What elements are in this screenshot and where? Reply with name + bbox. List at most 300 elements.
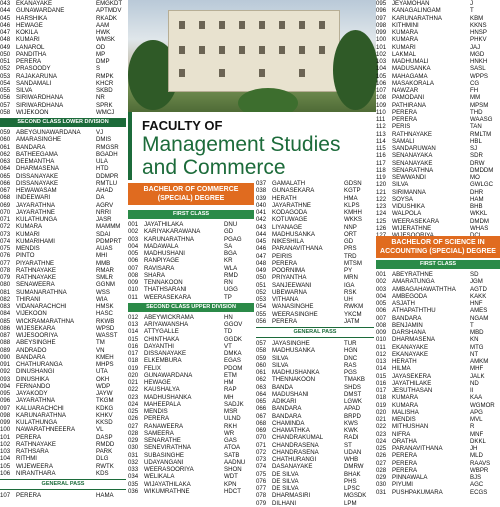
entry-name: MASAKORALA — [392, 79, 434, 87]
entry-initials: MHF — [470, 365, 484, 373]
list-item — [0, 296, 126, 303]
list-item — [256, 449, 374, 456]
entry-number: 056 — [0, 94, 11, 102]
entry-name: CHAMINDA — [272, 419, 305, 427]
entry-initials: JH — [470, 445, 478, 452]
list-item — [376, 460, 500, 467]
entry-number: 017 — [376, 387, 387, 394]
entry-initials: MGSDK — [344, 492, 367, 500]
entry-initials: TM — [96, 339, 105, 347]
list-item — [376, 293, 500, 300]
list-item — [376, 416, 500, 423]
list-item — [256, 340, 374, 347]
entry-number: 117 — [376, 159, 386, 167]
list-top — [376, 0, 500, 239]
entry-initials: PHS — [344, 477, 357, 485]
entry-initials: WMSK — [96, 36, 115, 44]
entry-initials: KMEH — [96, 353, 114, 361]
column-a — [0, 0, 126, 499]
list-item — [0, 202, 126, 209]
list-item — [256, 180, 374, 187]
entry-initials: JASR — [96, 216, 112, 223]
entry-number: 001 — [128, 221, 139, 228]
list-item — [376, 36, 500, 43]
list-item — [128, 279, 254, 286]
list-general — [256, 340, 374, 507]
entry-number: 067 — [256, 412, 267, 420]
entry-number: 062 — [0, 150, 11, 158]
entry-name: SANJEEWANI — [272, 281, 312, 289]
entry-number: 015 — [128, 335, 139, 343]
entry-name: JAYARATHNA — [16, 397, 55, 405]
entry-initials: NGAM — [470, 314, 489, 322]
entry-number: 025 — [376, 445, 387, 452]
entry-initials: KAKK — [470, 292, 487, 300]
list-item — [256, 456, 374, 463]
entry-initials: HMA — [344, 194, 358, 202]
list-item — [0, 455, 126, 462]
entry-name: PIYARATHNE — [16, 259, 55, 267]
entry-number: 071 — [256, 441, 267, 449]
entry-name: ELKEMBURA — [144, 357, 182, 365]
entry-number: 003 — [128, 235, 139, 243]
list-item — [376, 210, 500, 217]
entry-number: 054 — [0, 79, 11, 87]
list-item — [376, 380, 500, 387]
entry-name: WEERASEKARA — [144, 293, 192, 301]
entry-name: KOKILA — [16, 29, 39, 36]
entry-name: KITHMINI — [392, 21, 419, 29]
entry-number: 033 — [128, 466, 139, 473]
entry-number: 050 — [0, 50, 11, 58]
list-item — [128, 365, 254, 372]
entry-name: ATHAPATHTHU — [392, 307, 436, 315]
list-item — [256, 485, 374, 492]
list-item — [256, 369, 374, 376]
entry-number: 099 — [0, 419, 11, 426]
list-item — [0, 383, 126, 390]
entry-number: 082 — [0, 295, 11, 303]
entry-name: VIDUSHIKA — [392, 203, 425, 210]
entry-number: 028 — [376, 466, 387, 474]
entry-name: SAMEERA — [144, 429, 174, 437]
entry-name: JAYARATHNA — [16, 201, 55, 209]
list-item — [128, 257, 254, 264]
entry-number: 053 — [0, 72, 11, 80]
list-item — [128, 386, 254, 393]
entry-name: ABEYSINGHE — [16, 339, 56, 347]
list-item — [0, 361, 126, 368]
entry-name: VITHANA — [272, 296, 299, 303]
entry-name: RANAWEERA — [144, 422, 184, 430]
entry-initials: RMTLU — [96, 179, 117, 187]
entry-initials: BHAK — [344, 470, 361, 478]
entry-number: 030 — [128, 444, 139, 452]
entry-number: 004 — [376, 292, 387, 300]
list-item — [0, 267, 126, 274]
entry-number: 059 — [0, 129, 11, 136]
entry-number: 097 — [376, 14, 387, 22]
entry-number: 064 — [0, 165, 11, 173]
entry-name: PINNAWALA — [392, 474, 428, 481]
entry-initials: DMDDM — [470, 166, 494, 174]
entry-name: SUBASINGHE — [144, 451, 184, 459]
entry-name: MADHUSHANKA — [272, 369, 320, 376]
entry-name: PERERA — [392, 452, 418, 460]
entry-number: 083 — [0, 303, 11, 310]
entry-name: KUMARI — [16, 230, 40, 238]
entry-initials: SHDS — [344, 383, 361, 391]
list-item — [376, 65, 500, 72]
list-item — [256, 413, 374, 420]
list-item — [0, 238, 126, 245]
list-item — [376, 474, 500, 481]
list-item — [256, 202, 374, 209]
entry-name: RATHNAYAKE — [16, 266, 56, 274]
list-item — [0, 339, 126, 346]
entry-initials: HAM — [470, 195, 484, 203]
entry-number: 057 — [0, 101, 11, 109]
entry-number: 060 — [256, 361, 267, 369]
list-item — [0, 470, 126, 477]
entry-number: 028 — [128, 429, 139, 437]
entry-initials: DA — [96, 194, 105, 202]
entry-name: BENJAMIN — [392, 321, 423, 329]
list-item — [0, 441, 126, 448]
list-item — [256, 224, 374, 231]
entry-initials: HNKH — [470, 58, 488, 65]
entry-number: 019 — [128, 364, 139, 372]
list-item — [0, 216, 126, 223]
entry-number: 002 — [376, 278, 387, 286]
entry-initials: THD — [470, 108, 483, 116]
entry-name: MADHUSANKA — [272, 230, 316, 238]
entry-initials: TP — [224, 293, 232, 301]
entry-number: 032 — [128, 458, 139, 466]
entry-initials: WDP — [96, 382, 111, 390]
entry-initials: APG — [470, 408, 483, 416]
list-item — [0, 390, 126, 397]
entry-number: 097 — [0, 404, 11, 412]
list-item — [376, 29, 500, 36]
entry-initials: RMPK — [96, 72, 114, 80]
entry-number: 013 — [376, 358, 387, 365]
entry-initials: APAD — [344, 405, 361, 413]
list-item — [376, 73, 500, 80]
entry-name: DE SILVA — [272, 485, 299, 492]
list-item — [376, 196, 500, 203]
entry-number: 122 — [376, 195, 387, 203]
list-item — [128, 343, 254, 350]
list-item — [128, 236, 254, 243]
entry-initials: BGA — [224, 250, 237, 257]
entry-initials: TUR — [344, 340, 357, 347]
entry-initials: TRD — [344, 252, 357, 260]
entry-number: 123 — [376, 203, 387, 210]
building-photo — [128, 0, 376, 112]
entry-number: 091 — [0, 361, 11, 368]
entry-initials: OKH — [96, 375, 110, 383]
entry-name: PERERA — [392, 108, 418, 116]
entry-initials: SPRK — [96, 101, 113, 109]
entry-name: PRIYANTHA — [272, 274, 307, 282]
entry-number: 048 — [256, 259, 267, 267]
list-item — [376, 116, 500, 123]
entry-name: ASJATH — [392, 300, 415, 307]
list-item — [256, 442, 374, 449]
degree-title: BACHELOR OF SCIENCE IN ACCOUNTING (SPECIAL) DEGREE — [376, 236, 500, 258]
entry-number: 054 — [256, 303, 267, 311]
list-item — [0, 180, 126, 187]
entry-initials: DMRW — [344, 463, 364, 471]
entry-name: WANASINGHE — [272, 303, 314, 311]
entry-initials: KKNS — [470, 21, 487, 29]
entry-number: 065 — [256, 398, 267, 405]
entry-number: 007 — [128, 264, 139, 272]
entry-number: 115 — [376, 145, 386, 152]
list-item — [376, 322, 500, 329]
entry-number: 043 — [0, 0, 11, 7]
entry-name: CHANDRASENA — [272, 448, 319, 456]
entry-initials: RN — [224, 279, 233, 286]
list-item — [256, 420, 374, 427]
entry-number: 044 — [0, 7, 11, 15]
list-item — [256, 471, 374, 478]
entry-number: 077 — [256, 485, 267, 492]
entry-number: 086 — [0, 324, 11, 332]
list-second-upper — [128, 314, 254, 495]
entry-number: 107 — [376, 87, 387, 94]
entry-number: 112 — [376, 123, 386, 131]
entry-initials: T — [470, 321, 474, 329]
entry-number: 077 — [0, 259, 11, 267]
entry-initials: GDSN — [344, 180, 362, 187]
list-item — [256, 376, 374, 383]
entry-name: KARUNARATHNA — [144, 235, 194, 243]
entry-initials: II — [470, 387, 474, 394]
list-item — [128, 444, 254, 451]
entry-number: 027 — [376, 459, 387, 467]
list-item — [256, 355, 374, 362]
list-item — [128, 228, 254, 235]
entry-number: 069 — [256, 427, 267, 434]
entry-number: 009 — [128, 279, 139, 286]
entry-number: 049 — [0, 43, 11, 51]
entry-name: MADHUMALI — [392, 58, 429, 65]
list-general — [0, 492, 126, 499]
entry-name: WIJESEKARA — [16, 324, 56, 332]
list-item — [376, 94, 500, 101]
list-item — [128, 250, 254, 257]
list-item — [128, 415, 254, 422]
list-item — [0, 36, 126, 43]
entry-name: PARANAVITHANA — [392, 445, 443, 452]
entry-number: 057 — [256, 340, 267, 347]
entry-initials: RSK — [344, 288, 357, 296]
list-item — [0, 463, 126, 470]
entry-initials: WR — [224, 429, 235, 437]
entry-name: DE SILVA — [272, 470, 299, 478]
entry-name: SILVA — [272, 361, 289, 369]
list-item — [0, 332, 126, 339]
entry-initials: RWKM — [344, 303, 364, 311]
entry-initials: DMST — [344, 390, 362, 398]
entry-initials: GGDK — [224, 335, 242, 343]
list-item — [256, 347, 374, 354]
entry-number: 002 — [128, 228, 139, 236]
list-item — [376, 329, 500, 336]
entry-name: WIJEKOON — [16, 108, 49, 116]
entry-number: 085 — [0, 317, 11, 325]
entry-name: GUNAWARDANA — [144, 371, 193, 379]
entry-initials: JALK — [470, 372, 485, 380]
list-first-class — [376, 271, 500, 496]
entry-name: EKANAYAKE — [392, 343, 429, 351]
entry-name: JAYATHILAKE — [392, 379, 432, 387]
entry-initials: HTD — [96, 165, 109, 173]
entry-initials: RKWB — [96, 317, 115, 325]
list-item — [0, 405, 126, 412]
list-item — [376, 145, 500, 152]
entry-number: 036 — [128, 487, 139, 495]
entry-initials: KWK — [344, 427, 358, 434]
entry-initials: KAA — [470, 394, 483, 402]
entry-initials: AUAS — [96, 245, 113, 252]
entry-number: 075 — [256, 470, 267, 478]
entry-name: WALPOLA — [392, 210, 422, 218]
entry-initials: LGWK — [344, 398, 362, 405]
entry-number: 034 — [128, 473, 139, 481]
entry-name: HARSHIKA — [16, 14, 48, 22]
list-item — [0, 187, 126, 194]
entry-name: WIJAYATHILAKA — [144, 480, 191, 488]
entry-number: 011 — [128, 293, 138, 301]
entry-initials: WHB — [344, 456, 359, 463]
entry-number: 068 — [0, 194, 11, 202]
section-heading: GENERAL PASS — [0, 479, 126, 490]
entry-number: 050 — [256, 274, 267, 282]
entry-number: 020 — [376, 408, 387, 416]
entry-number: 102 — [376, 50, 387, 58]
entry-name: BATHEEGAMA — [16, 150, 58, 158]
entry-name: JAYARATHNE — [272, 201, 311, 209]
list-second-upper-cont — [256, 180, 374, 325]
entry-number: 031 — [128, 451, 139, 459]
entry-name: HERATH — [272, 194, 297, 202]
list-item — [128, 379, 254, 386]
entry-number: 029 — [376, 474, 387, 481]
entry-name: THIRANI — [16, 295, 41, 303]
entry-name: KUMARI — [16, 36, 40, 44]
entry-name: WELIKALA — [144, 473, 175, 481]
entry-name: RANPIYAGE — [144, 257, 180, 265]
entry-name: DHARMASENA — [16, 165, 60, 173]
list-item — [0, 325, 126, 332]
list-item — [256, 245, 374, 252]
list-item — [0, 231, 126, 238]
entry-number: 047 — [0, 29, 11, 36]
entry-name: WICKRAMARATHNA — [16, 317, 75, 325]
section-heading: SECOND CLASS LOWER DIVISION — [0, 118, 126, 127]
entry-number: 088 — [0, 339, 11, 347]
list-item — [376, 167, 500, 174]
entry-initials: KPN — [224, 480, 237, 488]
entry-number: 106 — [0, 469, 11, 477]
list-item — [376, 423, 500, 430]
entry-number: 052 — [0, 65, 11, 73]
entry-initials: GGNM — [96, 281, 115, 289]
entry-number: 075 — [0, 245, 11, 252]
entry-initials: KGTP — [344, 187, 361, 195]
list-item — [0, 0, 126, 7]
entry-number: 090 — [0, 353, 11, 361]
list-item — [376, 109, 500, 116]
list-item — [128, 394, 254, 401]
entry-number: 094 — [0, 382, 11, 390]
list-item — [376, 409, 500, 416]
entry-number: 124 — [376, 210, 387, 218]
entry-name: DINUSHIKA — [16, 375, 50, 383]
entry-number: 100 — [376, 36, 387, 44]
list-item — [0, 318, 126, 325]
entry-initials: TD — [224, 328, 233, 336]
entry-name: WEERASINGHE — [272, 310, 318, 318]
entry-initials: R — [470, 423, 475, 431]
entry-initials: DASP — [96, 433, 113, 441]
entry-name: DISSANAYAKE — [16, 172, 59, 180]
entry-name: KULATHUNGA — [16, 419, 58, 426]
entry-name: WIJEWEERA — [16, 462, 53, 470]
entry-number: 073 — [0, 230, 11, 238]
list-item — [256, 500, 374, 507]
entry-name: THATHSARANI — [144, 286, 187, 294]
entry-name: MAHEEPALA — [144, 400, 181, 408]
entry-number: 003 — [376, 285, 387, 293]
entry-number: 121 — [376, 188, 387, 196]
list-item — [0, 281, 126, 288]
entry-initials: VN — [96, 346, 105, 354]
entry-initials: ETM — [224, 371, 237, 379]
entry-number: 079 — [256, 499, 267, 507]
entry-initials: WASST — [96, 332, 118, 339]
list-item — [0, 94, 126, 101]
entry-number: 073 — [256, 456, 267, 463]
entry-initials: WKKS — [344, 216, 362, 224]
entry-number: 010 — [128, 286, 139, 294]
list-item — [128, 430, 254, 437]
list-item — [376, 387, 500, 394]
entry-name: MADUSHANI — [272, 390, 309, 398]
entry-number: 102 — [0, 440, 11, 448]
entry-number: 093 — [0, 375, 11, 383]
entry-number: 061 — [256, 369, 267, 376]
entry-initials: VT — [224, 342, 232, 350]
entry-initials: WDT — [224, 473, 238, 481]
entry-name: AMARASINGHE — [16, 136, 62, 144]
entry-initials: EGAS — [224, 357, 241, 365]
list-item — [0, 51, 126, 58]
entry-number: 072 — [256, 448, 267, 456]
entry-name: KOTUWAGE — [272, 216, 308, 224]
entry-number: 096 — [376, 7, 387, 15]
list-item — [376, 402, 500, 409]
list-item — [0, 165, 126, 172]
list-item — [376, 438, 500, 445]
list-item — [376, 102, 500, 109]
entry-name: POORNIMA — [272, 267, 306, 274]
list-item — [0, 223, 126, 230]
entry-number: 012 — [128, 313, 139, 321]
